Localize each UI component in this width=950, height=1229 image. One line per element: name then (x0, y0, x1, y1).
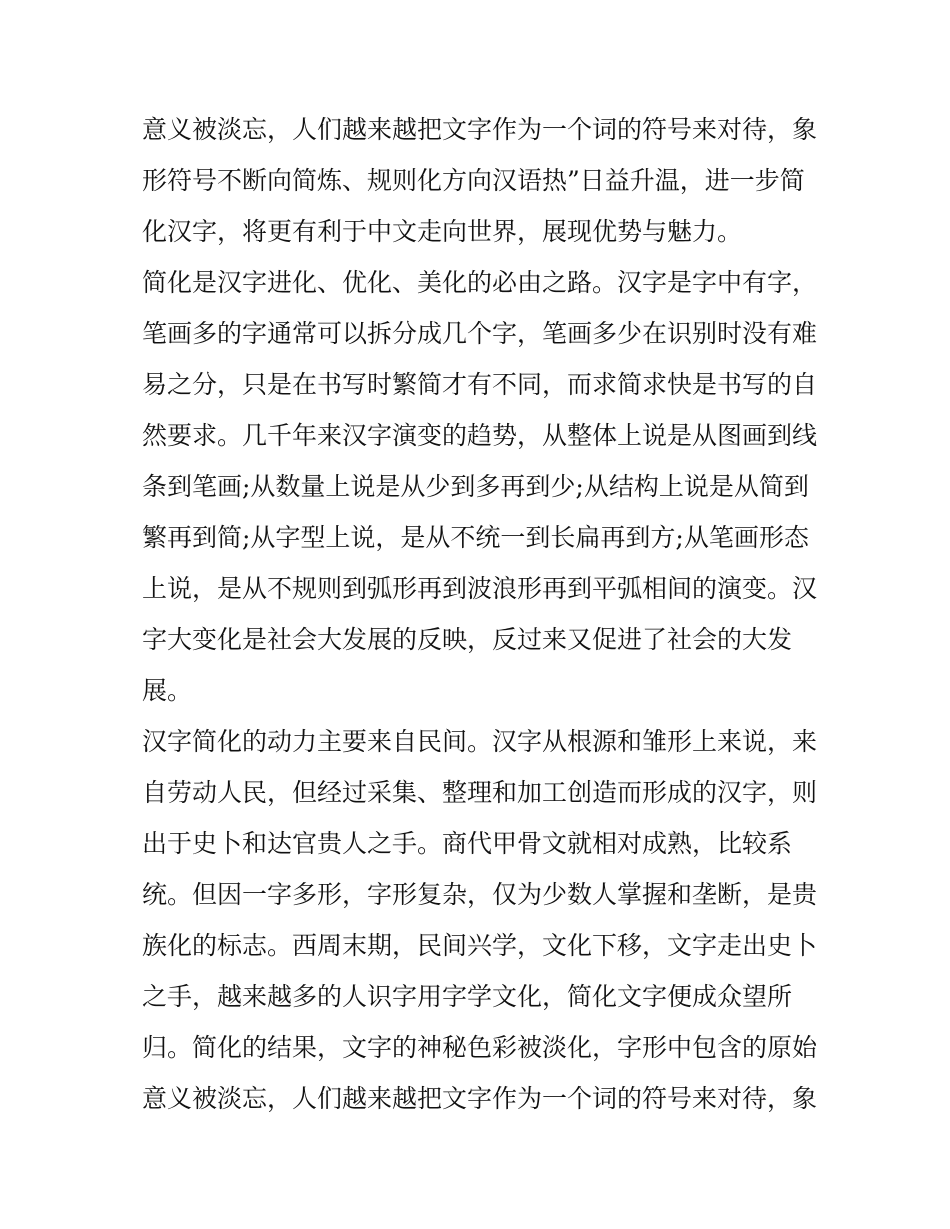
text-line: 繁再到简;从字型上说，是从不统一到长扁再到方;从笔画形态 (142, 523, 809, 552)
text-line: 化汉字，将更有利于中文走向世界，展现优势与魅力。 (142, 217, 743, 246)
document-body (142, 104, 818, 1124)
text-line: 意义被淡忘，人们越来越把文字作为一个词的符号来对待，象 (142, 115, 818, 144)
text-line: 简化是汉字进化、优化、美化的必由之路。汉字是字中有字， (142, 268, 818, 297)
text-line: 展。 (142, 676, 193, 705)
text-line: 归。简化的结果，文字的神秘色彩被淡化，字形中包含的原始 (142, 1033, 818, 1062)
text-line: 然要求。几千年来汉字演变的趋势，从整体上说是从图画到线 (142, 421, 818, 450)
text-line: 族化的标志。西周末期，民间兴学，文化下移，文字走出史卜 (142, 931, 818, 960)
text-line: 统。但因一字多形，字形复杂，仅为少数人掌握和垄断，是贵 (142, 880, 818, 909)
text-line: 易之分，只是在书写时繁简才有不同，而求简求快是书写的自 (142, 370, 818, 399)
text-line: 形符号不断向简炼、规则化方向汉语热”日益升温，进一步简 (142, 166, 805, 195)
text-line: 意义被淡忘，人们越来越把文字作为一个词的符号来对待，象 (142, 1084, 818, 1113)
text-line: 笔画多的字通常可以拆分成几个字，笔画多少在识别时没有难 (142, 319, 818, 348)
text-line: 条到笔画;从数量上说是从少到多再到少;从结构上说是从简到 (142, 472, 809, 501)
text-line: 上说，是从不规则到弧形再到波浪形再到平弧相间的演变。汉 (142, 574, 818, 603)
text-line: 之手，越来越多的人识字用字学文化，简化文字便成众望所 (142, 982, 793, 1011)
text-line: 汉字简化的动力主要来自民间。汉字从根源和雏形上来说，来 (142, 727, 818, 756)
text-line: 出于史卜和达官贵人之手。商代甲骨文就相对成熟，比较系 (142, 829, 793, 858)
text-line: 字大变化是社会大发展的反映，反过来又促进了社会的大发 (142, 625, 793, 654)
text-line: 自劳动人民，但经过采集、整理和加工创造而形成的汉字，则 (142, 778, 818, 807)
